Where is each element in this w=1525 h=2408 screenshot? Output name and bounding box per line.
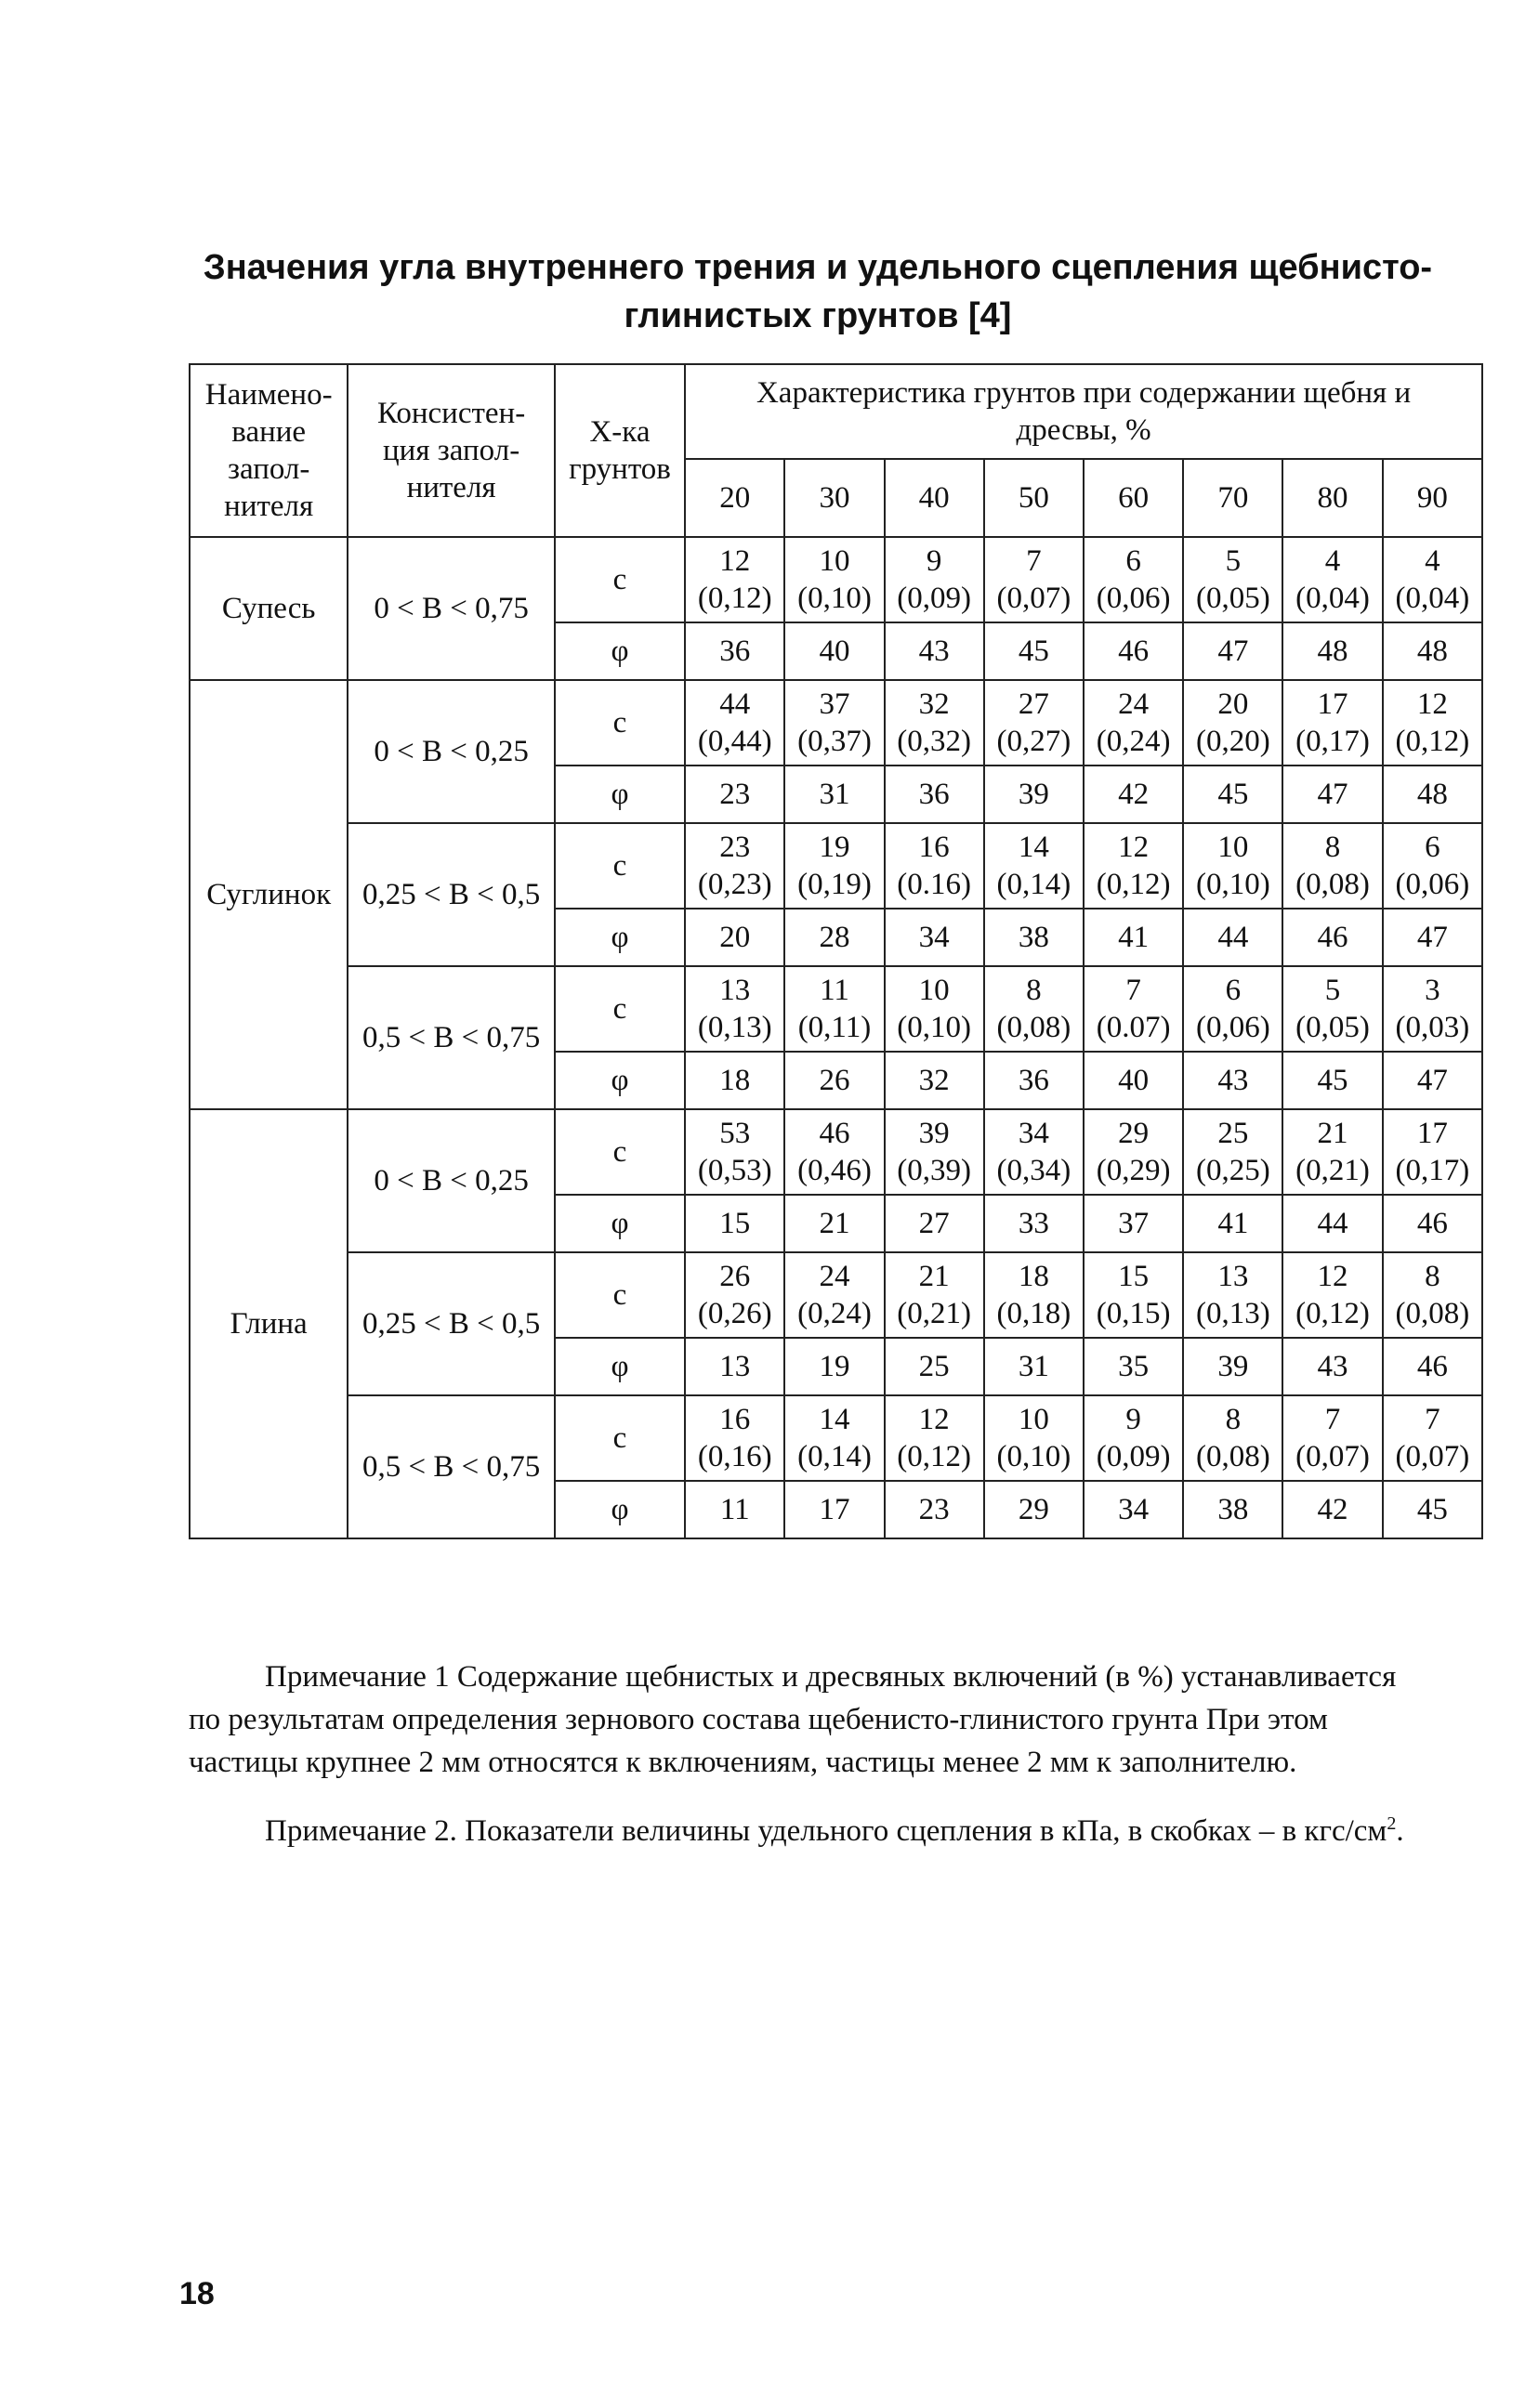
table-title <box>186 243 1450 340</box>
cohesion-cell <box>1183 1252 1282 1338</box>
cohesion-kpa: 7 <box>1324 1403 1341 1436</box>
cohesion-kpa: 4 <box>1324 544 1341 578</box>
cohesion-kgf: (0,12) <box>1295 1297 1370 1330</box>
consistency-cell: 0 < B < 0,25 <box>348 680 554 823</box>
friction-angle-cell: 19 <box>784 1338 884 1395</box>
friction-label-cell: φ <box>555 1195 685 1252</box>
note-2-superscript: 2 <box>1387 1813 1397 1834</box>
cohesion-cell <box>885 537 984 622</box>
header-group-line: дресвы, % <box>1016 413 1151 447</box>
cohesion-label-cell: с <box>555 966 685 1052</box>
cohesion-kgf: (0,26) <box>697 1297 772 1330</box>
cohesion-cell <box>984 1395 1084 1481</box>
cohesion-kgf: (0,06) <box>1395 868 1470 901</box>
cohesion-kgf: (0,21) <box>897 1297 972 1330</box>
friction-angle-cell: 17 <box>784 1481 884 1538</box>
friction-angle-cell: 37 <box>1084 1195 1183 1252</box>
header-percent-cell: 60 <box>1084 459 1183 537</box>
header-percent-cell: 90 <box>1383 459 1482 537</box>
cohesion-kpa: 27 <box>1018 687 1049 721</box>
cohesion-cell <box>1282 966 1382 1052</box>
friction-angle-cell: 42 <box>1084 766 1183 823</box>
consistency-cell: 0,5 < B < 0,75 <box>348 1395 554 1538</box>
friction-angle-cell: 43 <box>885 622 984 680</box>
cohesion-kpa: 10 <box>1217 831 1249 864</box>
cohesion-kpa: 15 <box>1118 1260 1150 1293</box>
cohesion-kpa: 10 <box>918 974 950 1007</box>
cohesion-kpa: 12 <box>1317 1260 1348 1293</box>
cohesion-kpa: 21 <box>1317 1117 1348 1150</box>
soil-properties-table <box>189 363 1483 1539</box>
cohesion-kgf: (0,07) <box>1295 1440 1370 1473</box>
friction-label-cell: φ <box>555 1052 685 1109</box>
cohesion-kpa: 8 <box>1026 974 1042 1007</box>
cohesion-label-cell: с <box>555 1252 685 1338</box>
cohesion-cell <box>1383 680 1482 766</box>
cohesion-kgf: (0,15) <box>1096 1297 1171 1330</box>
cohesion-kpa: 18 <box>1018 1260 1049 1293</box>
soil-name-cell: Супесь <box>190 537 348 680</box>
cohesion-kgf: (0,46) <box>797 1154 872 1187</box>
cohesion-kgf: (0,09) <box>897 582 972 615</box>
cohesion-kgf: (0,44) <box>697 725 772 758</box>
cohesion-kpa: 16 <box>918 831 950 864</box>
cohesion-label-cell: с <box>555 680 685 766</box>
cohesion-kgf: (0,09) <box>1096 1440 1171 1473</box>
friction-angle-cell: 33 <box>984 1195 1084 1252</box>
cohesion-cell <box>1282 680 1382 766</box>
friction-angle-cell: 34 <box>1084 1481 1183 1538</box>
cohesion-kgf: (0,16) <box>697 1440 772 1473</box>
friction-angle-cell: 35 <box>1084 1338 1183 1395</box>
cohesion-kgf: (0,39) <box>897 1154 972 1187</box>
cohesion-kgf: (0,14) <box>797 1440 872 1473</box>
friction-label-cell: φ <box>555 1338 685 1395</box>
cohesion-kpa: 8 <box>1324 831 1341 864</box>
cohesion-kgf: (0,10) <box>1195 868 1270 901</box>
cohesion-kgf: (0,17) <box>1295 725 1370 758</box>
cohesion-cell <box>1084 537 1183 622</box>
note-1-line-3: частицы крупнее 2 мм относятся к включениям, частицы менее 2 мм к заполнителю. <box>189 1746 1297 1779</box>
friction-angle-cell: 47 <box>1383 1052 1482 1109</box>
note-2-text: Примечание 2. Показатели величины удельного сцепления в кПа, в скобках – в кгс/см <box>265 1814 1387 1848</box>
cohesion-kgf: (0,14) <box>996 868 1071 901</box>
cohesion-label-cell: с <box>555 537 685 622</box>
friction-label-cell: φ <box>555 622 685 680</box>
title-line-2: глинистых грунтов [4] <box>624 296 1012 335</box>
cohesion-cell <box>1183 1109 1282 1195</box>
note-1-line-2: по результатам определения зернового состава щебенисто-глинистого грунта При этом <box>189 1703 1328 1736</box>
cohesion-cell <box>885 966 984 1052</box>
cohesion-cell <box>1084 1395 1183 1481</box>
cohesion-kgf: (0,10) <box>897 1011 972 1044</box>
friction-angle-cell: 40 <box>1084 1052 1183 1109</box>
cohesion-kgf: (0,07) <box>1395 1440 1470 1473</box>
cohesion-kpa: 9 <box>926 544 942 578</box>
cohesion-kpa: 10 <box>819 544 850 578</box>
cohesion-kgf: (0,23) <box>697 868 772 901</box>
cohesion-cell <box>1183 680 1282 766</box>
consistency-cell: 0 < B < 0,25 <box>348 1109 554 1252</box>
cohesion-kgf: (0.16) <box>897 868 972 901</box>
friction-label-cell: φ <box>555 909 685 966</box>
table-row <box>190 966 1482 1052</box>
cohesion-kpa: 16 <box>719 1403 751 1436</box>
cohesion-cell <box>784 680 884 766</box>
friction-angle-cell: 36 <box>885 766 984 823</box>
header-percent-cell: 80 <box>1282 459 1382 537</box>
friction-angle-cell: 48 <box>1383 622 1482 680</box>
friction-angle-cell: 31 <box>984 1338 1084 1395</box>
friction-angle-cell: 45 <box>984 622 1084 680</box>
cohesion-cell <box>1084 823 1183 909</box>
cohesion-kpa: 12 <box>918 1403 950 1436</box>
friction-label-cell: φ <box>555 1481 685 1538</box>
friction-angle-cell: 40 <box>784 622 884 680</box>
cohesion-kgf: (0,12) <box>697 582 772 615</box>
cohesion-kgf: (0,19) <box>797 868 872 901</box>
note-1 <box>189 1656 1483 1784</box>
cohesion-kgf: (0,27) <box>996 725 1071 758</box>
cohesion-cell <box>984 1109 1084 1195</box>
cohesion-cell <box>885 1252 984 1338</box>
cohesion-cell <box>784 537 884 622</box>
note-1-line-1: Примечание 1 Содержание щебнистых и дресвяных включений (в %) устанавливается <box>265 1660 1397 1694</box>
note-2-end: . <box>1396 1814 1404 1848</box>
cohesion-kpa: 39 <box>918 1117 950 1150</box>
cohesion-kgf: (0,08) <box>1395 1297 1470 1330</box>
friction-angle-cell: 41 <box>1084 909 1183 966</box>
cohesion-kpa: 17 <box>1416 1117 1448 1150</box>
cohesion-kgf: (0,12) <box>1096 868 1171 901</box>
cohesion-cell <box>885 1395 984 1481</box>
header-consistency <box>348 364 554 537</box>
cohesion-kgf: (0,11) <box>797 1011 872 1044</box>
cohesion-kgf: (0,06) <box>1096 582 1171 615</box>
cohesion-cell <box>1383 1395 1482 1481</box>
cohesion-kpa: 11 <box>820 974 849 1007</box>
cohesion-cell <box>1084 1109 1183 1195</box>
cohesion-kpa: 25 <box>1217 1117 1249 1150</box>
friction-angle-cell: 41 <box>1183 1195 1282 1252</box>
cohesion-kgf: (0,20) <box>1195 725 1270 758</box>
cohesion-kgf: (0,21) <box>1295 1154 1370 1187</box>
friction-angle-cell: 47 <box>1282 766 1382 823</box>
cohesion-kgf: (0,24) <box>1096 725 1171 758</box>
cohesion-kpa: 23 <box>719 831 751 864</box>
cohesion-kgf: (0,04) <box>1395 582 1470 615</box>
header-percent-cell: 70 <box>1183 459 1282 537</box>
cohesion-cell <box>1282 1109 1382 1195</box>
header-percent-cell: 40 <box>885 459 984 537</box>
friction-angle-cell: 27 <box>885 1195 984 1252</box>
friction-angle-cell: 20 <box>685 909 784 966</box>
cohesion-kpa: 5 <box>1225 544 1242 578</box>
header-percent-cell: 20 <box>685 459 784 537</box>
cohesion-kpa: 5 <box>1324 974 1341 1007</box>
cohesion-kpa: 7 <box>1125 974 1141 1007</box>
cohesion-cell <box>784 1109 884 1195</box>
cohesion-kpa: 14 <box>1018 831 1049 864</box>
header-characteristic <box>555 364 685 537</box>
friction-angle-cell: 15 <box>685 1195 784 1252</box>
cohesion-kpa: 7 <box>1026 544 1042 578</box>
friction-angle-cell: 25 <box>885 1338 984 1395</box>
cohesion-cell <box>1183 823 1282 909</box>
header-consistency-line: нителя <box>406 471 496 504</box>
cohesion-kpa: 37 <box>819 687 850 721</box>
soil-name-cell: Суглинок <box>190 680 348 1109</box>
title-line-1: Значения угла внутреннего трения и удельного сцепления щебнисто- <box>203 248 1433 287</box>
friction-angle-cell: 38 <box>984 909 1084 966</box>
friction-label-cell: φ <box>555 766 685 823</box>
cohesion-cell <box>784 1252 884 1338</box>
cohesion-kpa: 7 <box>1425 1403 1440 1436</box>
friction-angle-cell: 38 <box>1183 1481 1282 1538</box>
friction-angle-cell: 23 <box>685 766 784 823</box>
consistency-cell: 0 < B < 0,75 <box>348 537 554 680</box>
table-row <box>190 537 1482 622</box>
cohesion-kgf: (0.07) <box>1096 1011 1171 1044</box>
cohesion-kgf: (0,13) <box>1195 1297 1270 1330</box>
cohesion-cell <box>984 1252 1084 1338</box>
friction-angle-cell: 46 <box>1383 1338 1482 1395</box>
cohesion-cell <box>984 680 1084 766</box>
cohesion-kpa: 8 <box>1225 1403 1242 1436</box>
cohesion-kgf: (0,10) <box>996 1440 1071 1473</box>
friction-angle-cell: 36 <box>685 622 784 680</box>
cohesion-kpa: 12 <box>1118 831 1150 864</box>
cohesion-cell <box>1183 1395 1282 1481</box>
cohesion-cell <box>1383 966 1482 1052</box>
cohesion-kpa: 6 <box>1425 831 1440 864</box>
friction-angle-cell: 46 <box>1084 622 1183 680</box>
table-row <box>190 1109 1482 1195</box>
cohesion-cell <box>784 823 884 909</box>
friction-angle-cell: 45 <box>1383 1481 1482 1538</box>
cohesion-kgf: (0,18) <box>996 1297 1071 1330</box>
cohesion-cell <box>1383 1109 1482 1195</box>
cohesion-cell <box>885 823 984 909</box>
cohesion-cell <box>885 680 984 766</box>
header-filler-name <box>190 364 348 537</box>
cohesion-kgf: (0,06) <box>1195 1011 1270 1044</box>
cohesion-cell <box>1282 1252 1382 1338</box>
cohesion-cell <box>885 1109 984 1195</box>
cohesion-kpa: 12 <box>719 544 751 578</box>
cohesion-cell <box>1282 823 1382 909</box>
cohesion-cell <box>1183 966 1282 1052</box>
page-number: 18 <box>179 2276 215 2311</box>
cohesion-kgf: (0,32) <box>897 725 972 758</box>
cohesion-kgf: (0,13) <box>697 1011 772 1044</box>
cohesion-cell <box>784 1395 884 1481</box>
table-row <box>190 1395 1482 1481</box>
cohesion-kgf: (0,10) <box>797 582 872 615</box>
header-name-line: Наимено- <box>204 378 333 412</box>
header-characteristic-line: грунтов <box>569 452 671 486</box>
friction-angle-cell: 26 <box>784 1052 884 1109</box>
friction-angle-cell: 46 <box>1282 909 1382 966</box>
cohesion-kpa: 14 <box>819 1403 850 1436</box>
friction-angle-cell: 47 <box>1183 622 1282 680</box>
cohesion-cell <box>1383 1252 1482 1338</box>
cohesion-kpa: 6 <box>1125 544 1141 578</box>
cohesion-kgf: (0,37) <box>797 725 872 758</box>
cohesion-kgf: (0,05) <box>1195 582 1270 615</box>
cohesion-kgf: (0,29) <box>1096 1154 1171 1187</box>
friction-angle-cell: 39 <box>984 766 1084 823</box>
cohesion-kpa: 13 <box>719 974 751 1007</box>
cohesion-kgf: (0,12) <box>1395 725 1470 758</box>
cohesion-cell <box>1282 537 1382 622</box>
cohesion-cell <box>685 966 784 1052</box>
table-row <box>190 823 1482 909</box>
cohesion-kpa: 8 <box>1425 1260 1440 1293</box>
friction-angle-cell: 11 <box>685 1481 784 1538</box>
friction-angle-cell: 48 <box>1383 766 1482 823</box>
table-body <box>190 364 1482 1538</box>
cohesion-kpa: 6 <box>1225 974 1242 1007</box>
header-percent-cell: 50 <box>984 459 1084 537</box>
header-name-line: нителя <box>224 490 314 523</box>
cohesion-kpa: 24 <box>819 1260 850 1293</box>
cohesion-kgf: (0,25) <box>1195 1154 1270 1187</box>
cohesion-cell <box>1383 537 1482 622</box>
cohesion-kpa: 46 <box>819 1117 850 1150</box>
friction-angle-cell: 23 <box>885 1481 984 1538</box>
friction-angle-cell: 36 <box>984 1052 1084 1109</box>
cohesion-cell <box>1084 1252 1183 1338</box>
cohesion-kgf: (0,24) <box>797 1297 872 1330</box>
cohesion-cell <box>685 823 784 909</box>
cohesion-cell <box>1383 823 1482 909</box>
consistency-cell: 0,25 < B < 0,5 <box>348 823 554 966</box>
cohesion-cell <box>784 966 884 1052</box>
friction-angle-cell: 42 <box>1282 1481 1382 1538</box>
header-group <box>685 364 1482 459</box>
friction-angle-cell: 21 <box>784 1195 884 1252</box>
header-name-line: запол- <box>227 452 310 486</box>
cohesion-label-cell: с <box>555 823 685 909</box>
friction-angle-cell: 47 <box>1383 909 1482 966</box>
header-percent-cell: 30 <box>784 459 884 537</box>
cohesion-cell <box>984 966 1084 1052</box>
consistency-cell: 0,5 < B < 0,75 <box>348 966 554 1109</box>
friction-angle-cell: 43 <box>1183 1052 1282 1109</box>
cohesion-kpa: 21 <box>918 1260 950 1293</box>
cohesion-kpa: 29 <box>1118 1117 1150 1150</box>
table-row <box>190 680 1482 766</box>
cohesion-kgf: (0,08) <box>996 1011 1071 1044</box>
cohesion-cell <box>685 1252 784 1338</box>
cohesion-kpa: 4 <box>1425 544 1440 578</box>
header-consistency-line: Консистен- <box>376 397 526 430</box>
friction-angle-cell: 46 <box>1383 1195 1482 1252</box>
table-row <box>190 1252 1482 1338</box>
cohesion-kpa: 32 <box>918 687 950 721</box>
header-group-line: Характеристика грунтов при содержании щебня и <box>756 376 1412 410</box>
friction-angle-cell: 18 <box>685 1052 784 1109</box>
header-name-line: вание <box>231 415 307 449</box>
cohesion-kpa: 10 <box>1018 1403 1049 1436</box>
soil-name-cell: Глина <box>190 1109 348 1538</box>
cohesion-cell <box>1084 680 1183 766</box>
cohesion-kgf: (0,04) <box>1295 582 1370 615</box>
cohesion-kpa: 19 <box>819 831 850 864</box>
cohesion-kpa: 53 <box>719 1117 751 1150</box>
friction-angle-cell: 44 <box>1183 909 1282 966</box>
cohesion-kpa: 17 <box>1317 687 1348 721</box>
friction-angle-cell: 32 <box>885 1052 984 1109</box>
friction-angle-cell: 29 <box>984 1481 1084 1538</box>
header-consistency-line: ция запол- <box>383 434 520 467</box>
friction-angle-cell: 48 <box>1282 622 1382 680</box>
cohesion-cell <box>1183 537 1282 622</box>
cohesion-cell <box>1282 1395 1382 1481</box>
friction-angle-cell: 34 <box>885 909 984 966</box>
cohesion-kgf: (0,17) <box>1395 1154 1470 1187</box>
cohesion-kpa: 26 <box>719 1260 751 1293</box>
cohesion-cell <box>984 823 1084 909</box>
cohesion-kpa: 13 <box>1217 1260 1249 1293</box>
cohesion-label-cell: с <box>555 1395 685 1481</box>
cohesion-cell <box>685 1395 784 1481</box>
cohesion-kpa: 9 <box>1125 1403 1141 1436</box>
cohesion-cell <box>685 680 784 766</box>
header-characteristic-line: Х-ка <box>589 415 651 449</box>
header-row-1 <box>190 364 1482 459</box>
friction-angle-cell: 31 <box>784 766 884 823</box>
cohesion-kgf: (0,34) <box>996 1154 1071 1187</box>
cohesion-kpa: 44 <box>719 687 751 721</box>
friction-angle-cell: 28 <box>784 909 884 966</box>
friction-angle-cell: 45 <box>1183 766 1282 823</box>
cohesion-kgf: (0,08) <box>1195 1440 1270 1473</box>
cohesion-kpa: 3 <box>1425 974 1440 1007</box>
friction-angle-cell: 45 <box>1282 1052 1382 1109</box>
cohesion-kpa: 34 <box>1018 1117 1049 1150</box>
cohesion-kgf: (0,05) <box>1295 1011 1370 1044</box>
cohesion-kgf: (0,53) <box>697 1154 772 1187</box>
friction-angle-cell: 43 <box>1282 1338 1382 1395</box>
cohesion-kgf: (0,07) <box>996 582 1071 615</box>
cohesion-kgf: (0,08) <box>1295 868 1370 901</box>
cohesion-kpa: 12 <box>1416 687 1448 721</box>
consistency-cell: 0,25 < B < 0,5 <box>348 1252 554 1395</box>
cohesion-cell <box>685 537 784 622</box>
cohesion-label-cell: с <box>555 1109 685 1195</box>
cohesion-kpa: 20 <box>1217 687 1249 721</box>
cohesion-kgf: (0,03) <box>1395 1011 1470 1044</box>
friction-angle-cell: 13 <box>685 1338 784 1395</box>
cohesion-cell <box>1084 966 1183 1052</box>
cohesion-kgf: (0,12) <box>897 1440 972 1473</box>
cohesion-kpa: 24 <box>1118 687 1150 721</box>
note-2 <box>189 1802 1483 1852</box>
friction-angle-cell: 39 <box>1183 1338 1282 1395</box>
cohesion-cell <box>984 537 1084 622</box>
friction-angle-cell: 44 <box>1282 1195 1382 1252</box>
cohesion-cell <box>685 1109 784 1195</box>
